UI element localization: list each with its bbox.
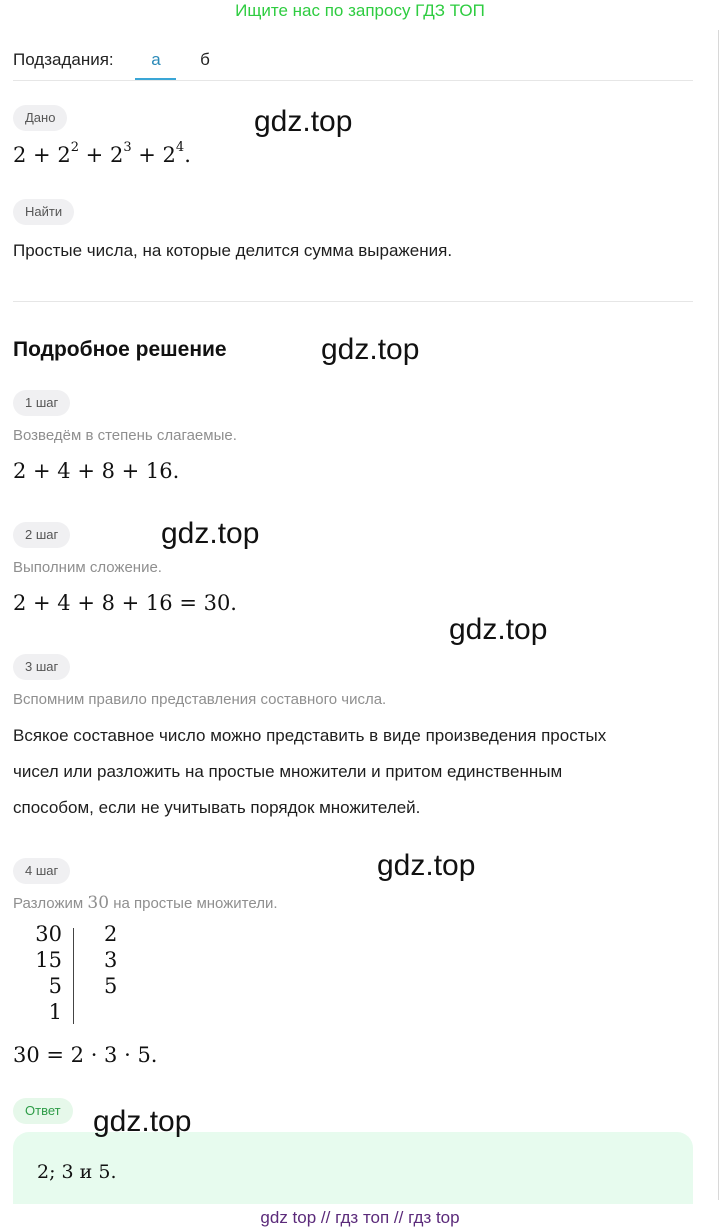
expr-exp: 3	[123, 140, 132, 155]
given-chip: Дано	[13, 105, 67, 131]
watermark: gdz.top	[321, 333, 420, 366]
step-2-chip: 2 шаг	[13, 522, 70, 548]
step-3-chip: 3 шаг	[13, 654, 70, 680]
division-factor: 5	[104, 974, 118, 998]
tab-subtask-a[interactable]: а	[151, 50, 161, 69]
step-1-hint: Возведём в степень слагаемые.	[13, 427, 237, 444]
answer-chip: Ответ	[13, 1098, 73, 1124]
division-dividend: 1	[48, 1000, 62, 1024]
hint-number: 30	[87, 893, 110, 913]
footer-links[interactable]: gdz top // гдз топ // гдз top	[0, 1204, 720, 1232]
division-dividend: 15	[35, 948, 62, 972]
expr-term: 2	[13, 143, 27, 167]
step-2-math: 2 + 4 + 8 + 16 = 30.	[13, 591, 237, 615]
answer-text: 2; 3 и 5.	[37, 1161, 117, 1183]
step-3-line: Всякое составное число можно представить в виде произведения простых	[13, 726, 607, 745]
watermark: gdz.top	[449, 613, 548, 646]
division-dividend: 30	[35, 922, 62, 946]
step-4-chip: 4 шаг	[13, 858, 70, 884]
solution-title: Подробное решение	[13, 338, 227, 361]
division-bar	[73, 928, 74, 1024]
expr-base: 2	[162, 143, 176, 167]
step-3-line: чисел или разложить на простые множители и притом единственным	[13, 762, 563, 781]
division-dividend: 5	[48, 974, 62, 998]
watermark: gdz.top	[377, 849, 476, 882]
expr-base: 2	[109, 143, 124, 167]
step-1-math: 2 + 4 + 8 + 16.	[13, 459, 180, 483]
top-banner: Ищите нас по запросу ГДЗ ТОП	[235, 1, 485, 20]
tab-subtask-b[interactable]: б	[200, 50, 210, 69]
step-4-result: 30 = 2 · 3 · 5.	[13, 1043, 158, 1067]
division-factor: 2	[104, 922, 118, 946]
expr-base: 2	[57, 143, 71, 167]
section-divider	[13, 301, 693, 302]
step-3-line: способом, если не учитывать порядок множителей.	[13, 798, 421, 817]
given-expression: $2 + 2^2 + 2^3 + 2^4$.	[13, 140, 191, 167]
division-table	[30, 922, 150, 1027]
watermark: gdz.top	[254, 105, 353, 138]
find-text: Простые числа, на которые делится сумма выражения.	[13, 241, 453, 260]
hint-text: Разложим	[13, 895, 88, 912]
division-factor: 3	[104, 948, 118, 972]
expr-exp: 2	[70, 140, 79, 155]
step-4-hint	[13, 893, 278, 913]
watermark: gdz.top	[93, 1105, 192, 1138]
scrollbar-track[interactable]	[718, 30, 719, 1200]
expr-exp: 4	[175, 140, 185, 155]
step-2-hint: Выполним сложение.	[13, 559, 162, 576]
step-1-chip: 1 шаг	[13, 390, 70, 416]
watermark: gdz.top	[161, 517, 260, 550]
hint-text: на простые множители.	[109, 895, 278, 912]
step-3-hint: Вспомним правило представления составного числа.	[13, 691, 387, 708]
tabs-divider	[13, 80, 693, 81]
subtasks-label: Подзадания:	[13, 50, 114, 69]
find-chip: Найти	[13, 199, 74, 225]
